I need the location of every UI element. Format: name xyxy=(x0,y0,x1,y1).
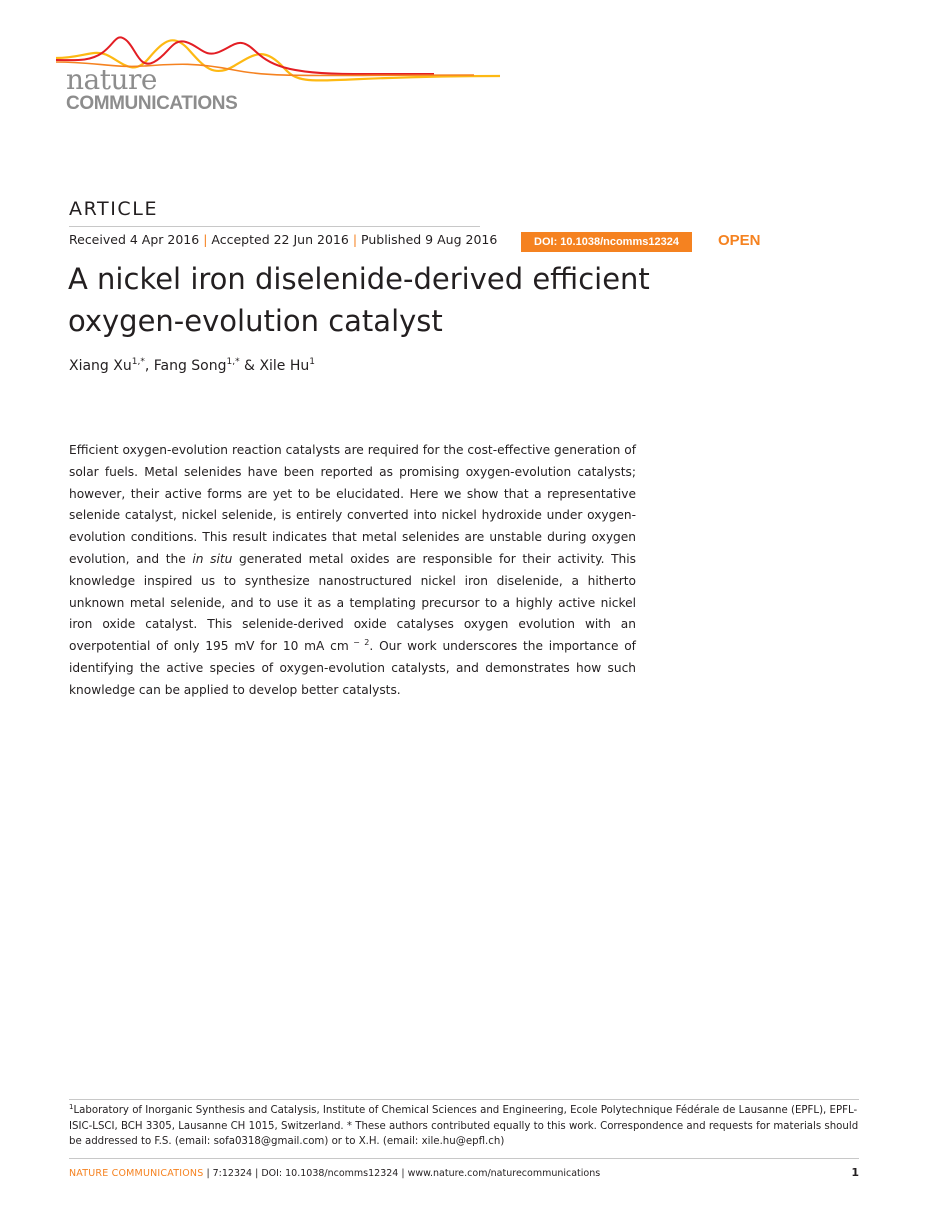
author-name[interactable]: Xile Hu xyxy=(259,358,310,374)
author-affiliation: 1,* xyxy=(131,357,145,367)
footnote-marker: 1 xyxy=(69,1103,74,1111)
affiliation-footnote xyxy=(69,1103,859,1150)
page-number: 1 xyxy=(851,1166,859,1179)
doi-badge[interactable]: DOI: 10.1038/ncomms12324 xyxy=(521,232,692,252)
page-footer xyxy=(69,1168,600,1179)
footer-separator: | xyxy=(255,1168,259,1179)
published-date: Published 9 Aug 2016 xyxy=(361,232,498,247)
open-access-badge: OPEN xyxy=(718,232,761,249)
meta-divider xyxy=(69,226,480,227)
abstract-italic: in situ xyxy=(192,551,233,566)
logo-nature-text: nature xyxy=(66,63,157,96)
footer-doi[interactable]: DOI: 10.1038/ncomms12324 xyxy=(261,1168,399,1179)
accepted-date: Accepted 22 Jun 2016 xyxy=(211,232,349,247)
received-date: Received 4 Apr 2016 xyxy=(69,232,200,247)
footer-separator: | xyxy=(206,1168,210,1179)
date-separator: | xyxy=(352,232,358,247)
footer-url[interactable]: www.nature.com/naturecommunications xyxy=(407,1168,601,1179)
footer-journal-name: NATURE COMMUNICATIONS xyxy=(69,1168,204,1179)
author-separator: , xyxy=(144,358,154,374)
footer-volume: 7:12324 xyxy=(212,1168,253,1179)
date-separator: | xyxy=(203,232,208,247)
article-dates xyxy=(69,232,497,247)
article-type-label: ARTICLE xyxy=(69,198,159,220)
footer-separator: | xyxy=(401,1168,405,1179)
author-affiliation: 1 xyxy=(309,357,316,367)
abstract-part-1: Efficient oxygen-evolution reaction catalysts are required for the cost-effective generation of solar fuels. Metal selenides have been reported as promising oxygen-evolution catalysts; however, their active forms are yet to be elucidated. Here we show that a representative selenide catalyst, nickel selenide, is entirely converted into nickel hydroxide under oxygen-evolution conditions. This result indicates that metal selenides are unstable during oxygen evolution, and the xyxy=(69,443,636,566)
footnote-text: Laboratory of Inorganic Synthesis and Catalysis, Institute of Chemical Sciences and Engineering, Ecole Polytechnique Fédérale de Lausanne (EPFL), EPFL-ISIC-LSCI, BCH 3305, Lausanne CH 1015, Switzerland. * These authors contributed equally to this work. Correspondence and requests for materials should be addressed to F.S. (email: sofa0318@gmail.com) or to X.H. (email: xile.hu@epfl.ch) xyxy=(69,1105,859,1148)
logo-communications-text: COMMUNICATIONS xyxy=(66,93,238,114)
abstract-part-2: generated metal oxides are responsible for their activity. This knowledge inspired us to synthesize nanostructured nickel iron diselenide, a hitherto unknown metal selenide, and to use it as a templating precursor to a highly active nickel iron oxide catalyst. This selenide-derived oxide catalyses oxygen evolution with an overpotential of only 195 mV for 10 mA cm xyxy=(69,551,636,654)
author-name[interactable]: Xiang Xu xyxy=(69,358,132,374)
abstract-part-3: . Our work underscores the importance of identifying the active species of oxygen-evolution catalysts, and demonstrates how such knowledge can be applied to develop better catalysts. xyxy=(69,639,636,697)
author-name[interactable]: Fang Song xyxy=(153,358,227,374)
footer-divider xyxy=(69,1158,859,1159)
abstract-superscript: − 2 xyxy=(348,638,370,648)
footnote-divider xyxy=(69,1099,859,1100)
article-title: A nickel iron diselenide-derived efficient oxygen-evolution catalyst xyxy=(68,262,650,338)
author-separator: & xyxy=(239,358,260,374)
journal-logo xyxy=(54,28,500,118)
author-list xyxy=(69,358,315,374)
abstract-text xyxy=(69,440,636,702)
author-affiliation: 1,* xyxy=(226,357,240,367)
